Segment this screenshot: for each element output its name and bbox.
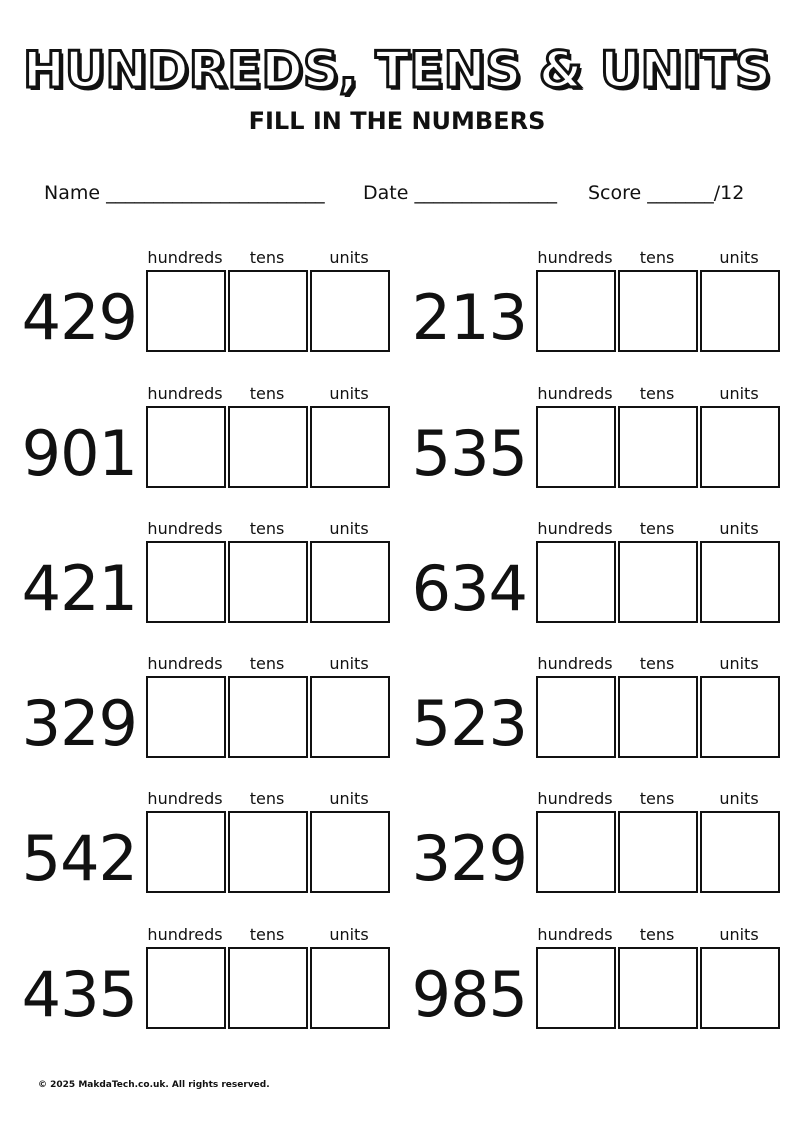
hundreds-label: hundreds — [147, 789, 223, 808]
hundreds-answer-box[interactable] — [536, 541, 616, 623]
exercise-item — [400, 654, 780, 774]
tens-label: tens — [249, 248, 285, 267]
tens-label: tens — [639, 789, 675, 808]
tens-label: tens — [639, 384, 675, 403]
exercise-item — [400, 519, 780, 639]
units-label: units — [329, 384, 369, 403]
units-answer-box[interactable] — [310, 541, 390, 623]
exercise-number: 542 — [21, 822, 137, 895]
units-label: units — [719, 789, 759, 808]
exercise-number: 329 — [411, 822, 527, 895]
units-label: units — [329, 519, 369, 538]
tens-answer-box[interactable] — [228, 270, 308, 352]
units-label: units — [329, 248, 369, 267]
units-answer-box[interactable] — [700, 406, 780, 488]
hundreds-label: hundreds — [537, 925, 613, 944]
hundreds-answer-box[interactable] — [536, 676, 616, 758]
units-answer-box[interactable] — [700, 541, 780, 623]
hundreds-label: hundreds — [147, 384, 223, 403]
tens-label: tens — [249, 384, 285, 403]
units-answer-box[interactable] — [700, 947, 780, 1029]
tens-label: tens — [639, 248, 675, 267]
units-label: units — [719, 654, 759, 673]
units-label: units — [719, 384, 759, 403]
exercise-item — [10, 519, 390, 639]
units-answer-box[interactable] — [310, 406, 390, 488]
exercise-item — [400, 248, 780, 368]
tens-answer-box[interactable] — [228, 947, 308, 1029]
exercise-number: 421 — [21, 552, 137, 625]
hundreds-label: hundreds — [537, 384, 613, 403]
tens-answer-box[interactable] — [228, 811, 308, 893]
hundreds-label: hundreds — [537, 789, 613, 808]
date-field[interactable]: Date _______________ — [363, 182, 557, 204]
hundreds-label: hundreds — [537, 519, 613, 538]
exercise-number: 985 — [411, 958, 527, 1031]
hundreds-answer-box[interactable] — [536, 270, 616, 352]
exercise-number: 535 — [411, 417, 527, 490]
tens-answer-box[interactable] — [228, 406, 308, 488]
hundreds-answer-box[interactable] — [536, 947, 616, 1029]
hundreds-answer-box[interactable] — [536, 406, 616, 488]
units-label: units — [329, 654, 369, 673]
hundreds-label: hundreds — [147, 519, 223, 538]
units-answer-box[interactable] — [310, 947, 390, 1029]
exercise-number: 901 — [21, 417, 137, 490]
exercise-item — [400, 384, 780, 504]
hundreds-answer-box[interactable] — [146, 676, 226, 758]
tens-label: tens — [639, 654, 675, 673]
units-answer-box[interactable] — [700, 811, 780, 893]
hundreds-answer-box[interactable] — [146, 541, 226, 623]
exercise-item — [10, 654, 390, 774]
tens-label: tens — [639, 519, 675, 538]
name-field[interactable]: Name _______________________ — [44, 182, 325, 204]
units-answer-box[interactable] — [700, 676, 780, 758]
worksheet-title: HUNDREDS, TENS & UNITS — [22, 41, 772, 99]
hundreds-answer-box[interactable] — [146, 270, 226, 352]
tens-label: tens — [639, 925, 675, 944]
exercise-number: 634 — [411, 552, 527, 625]
tens-answer-box[interactable] — [618, 406, 698, 488]
tens-answer-box[interactable] — [618, 676, 698, 758]
units-answer-box[interactable] — [310, 811, 390, 893]
hundreds-label: hundreds — [147, 248, 223, 267]
units-label: units — [329, 925, 369, 944]
units-answer-box[interactable] — [310, 676, 390, 758]
copyright-footer: © 2025 MakdaTech.co.uk. All rights reserved. — [38, 1080, 270, 1090]
hundreds-label: hundreds — [147, 925, 223, 944]
tens-label: tens — [249, 654, 285, 673]
exercise-item — [10, 925, 390, 1045]
hundreds-answer-box[interactable] — [536, 811, 616, 893]
score-field[interactable]: Score _______/12 — [588, 182, 745, 204]
exercise-item — [10, 789, 390, 909]
tens-label: tens — [249, 519, 285, 538]
hundreds-label: hundreds — [537, 654, 613, 673]
exercise-number: 329 — [21, 687, 137, 760]
units-label: units — [719, 519, 759, 538]
tens-answer-box[interactable] — [618, 811, 698, 893]
exercise-number: 213 — [411, 281, 527, 354]
exercise-item — [400, 789, 780, 909]
hundreds-answer-box[interactable] — [146, 947, 226, 1029]
exercise-number: 435 — [21, 958, 137, 1031]
units-answer-box[interactable] — [310, 270, 390, 352]
units-label: units — [719, 248, 759, 267]
tens-answer-box[interactable] — [228, 541, 308, 623]
exercise-item — [10, 384, 390, 504]
hundreds-label: hundreds — [537, 248, 613, 267]
worksheet-subtitle: FILL IN THE NUMBERS — [248, 107, 546, 135]
units-answer-box[interactable] — [700, 270, 780, 352]
tens-answer-box[interactable] — [618, 947, 698, 1029]
tens-label: tens — [249, 925, 285, 944]
hundreds-label: hundreds — [147, 654, 223, 673]
exercise-item — [10, 248, 390, 368]
exercise-number: 523 — [411, 687, 527, 760]
hundreds-answer-box[interactable] — [146, 811, 226, 893]
tens-answer-box[interactable] — [618, 541, 698, 623]
units-label: units — [329, 789, 369, 808]
tens-label: tens — [249, 789, 285, 808]
tens-answer-box[interactable] — [618, 270, 698, 352]
tens-answer-box[interactable] — [228, 676, 308, 758]
hundreds-answer-box[interactable] — [146, 406, 226, 488]
exercise-number: 429 — [21, 281, 137, 354]
exercise-item — [400, 925, 780, 1045]
units-label: units — [719, 925, 759, 944]
